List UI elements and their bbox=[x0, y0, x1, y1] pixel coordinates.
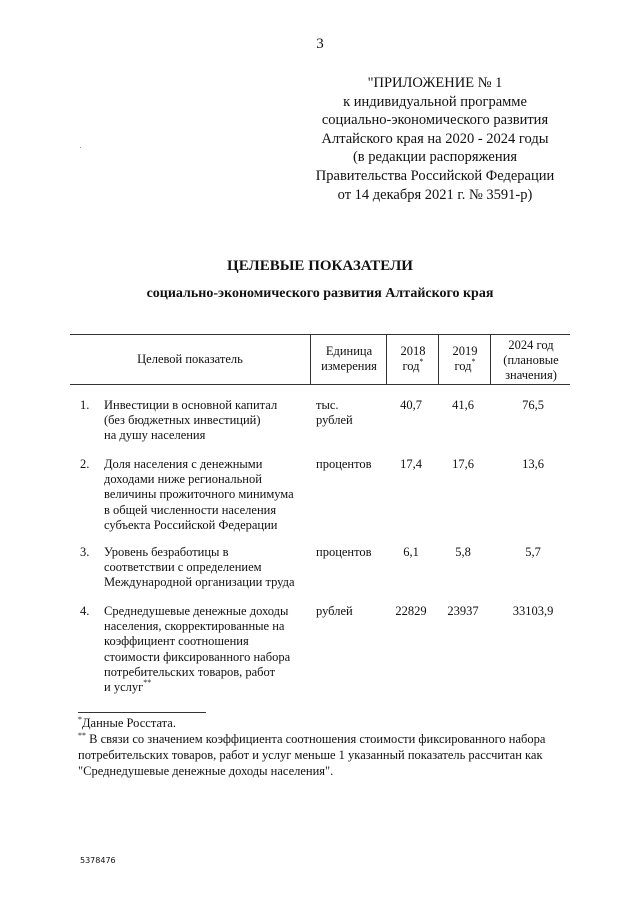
header-2024-line: значения) bbox=[505, 368, 557, 382]
footnote-2-text: В связи со значением коэффициента соотношения стоимости фиксированного набора bbox=[89, 732, 546, 746]
header-2019-line bbox=[440, 359, 490, 375]
header-2019-line: 2019 bbox=[452, 344, 478, 358]
row-unit: тыс. рублей bbox=[316, 398, 353, 428]
header-unit-line: измерения bbox=[321, 359, 377, 373]
scan-speck bbox=[80, 147, 81, 148]
document-title: ЦЕЛЕВЫЕ ПОКАЗАТЕЛИ bbox=[227, 258, 413, 274]
row-value-2019: 41,6 bbox=[452, 398, 474, 412]
header-2019 bbox=[440, 344, 490, 375]
row-number: 3. bbox=[80, 545, 90, 559]
row-number: 4. bbox=[80, 604, 90, 618]
appendix-line: Правительства Российской Федерации bbox=[315, 167, 555, 184]
table-top-rule bbox=[70, 334, 570, 335]
row-value-2024: 5,7 bbox=[525, 545, 541, 559]
header-2018 bbox=[388, 344, 438, 375]
row-value-2024: 76,5 bbox=[522, 398, 544, 412]
row-value-2019: 23937 bbox=[447, 604, 479, 618]
row-value-2019: 17,6 bbox=[452, 457, 474, 471]
appendix-line: социально-экономического развития bbox=[321, 112, 549, 129]
header-unit bbox=[312, 344, 386, 374]
row-unit: процентов bbox=[316, 545, 372, 559]
row-number: 2. bbox=[80, 457, 90, 471]
document-subtitle: социально-экономического развития Алтайского края bbox=[146, 286, 494, 301]
row-indicator-text: Среднедушевые денежные доходы населения, скорректированные на коэффициент соотношения стоимости фиксированного набора потребительских товаров, работ и услуг bbox=[104, 604, 291, 695]
table-header-rule bbox=[70, 384, 570, 385]
footnote-2-line: "Среднедушевые денежные доходы населения". bbox=[78, 763, 334, 778]
footnote-2 bbox=[78, 732, 568, 779]
header-2024-line: 2024 год bbox=[508, 338, 554, 352]
appendix-line: от 14 декабря 2021 г. № 3591-р) bbox=[337, 186, 533, 203]
header-2018-line bbox=[388, 359, 438, 375]
page-number: 3 bbox=[316, 36, 324, 52]
footnote-mark: * bbox=[78, 715, 82, 724]
header-2018-word: год bbox=[402, 359, 420, 373]
header-2018-line: 2018 bbox=[400, 344, 426, 358]
footnote-2-line bbox=[78, 732, 568, 748]
row-value-2018: 6,1 bbox=[403, 545, 419, 559]
header-unit-line: Единица bbox=[325, 344, 373, 358]
row-indicator bbox=[104, 604, 314, 696]
appendix-line: "ПРИЛОЖЕНИЕ № 1 bbox=[367, 75, 503, 91]
header-divider bbox=[386, 334, 387, 384]
appendix-line: (в редакции распоряжения bbox=[352, 149, 518, 166]
footnote-2-line: потребительских товаров, работ и услуг меньше 1 указанный показатель рассчитан как bbox=[78, 748, 543, 763]
header-2019-word: год bbox=[454, 359, 472, 373]
row-unit: рублей bbox=[316, 604, 353, 618]
row-number: 1. bbox=[80, 398, 90, 412]
footnote-separator bbox=[78, 712, 206, 713]
appendix-line: Алтайского края на 2020 - 2024 годы bbox=[321, 130, 549, 147]
header-divider bbox=[310, 334, 311, 384]
row-indicator: Доля населения с денежными доходами ниже региональной величины прожиточного минимума в общей численности населения субъекта Российской Федерации bbox=[104, 457, 294, 532]
header-2024 bbox=[492, 338, 570, 383]
header-divider bbox=[438, 334, 439, 384]
footnote-mark: ** bbox=[78, 731, 86, 740]
row-indicator: Инвестиции в основной капитал (без бюджетных инвестиций) на душу населения bbox=[104, 398, 278, 443]
footnote-mark: ** bbox=[143, 678, 152, 688]
appendix-line: к индивидуальной программе bbox=[343, 93, 527, 110]
row-value-2018: 22829 bbox=[395, 604, 427, 618]
footnote-mark: * bbox=[419, 357, 424, 366]
row-value-2024: 33103,9 bbox=[512, 604, 554, 618]
document-id: 5378476 bbox=[80, 856, 116, 865]
footnote-1-text: Данные Росстата. bbox=[82, 716, 176, 730]
footnote-mark: * bbox=[471, 357, 476, 366]
appendix-header bbox=[300, 74, 570, 204]
row-value-2024: 13,6 bbox=[522, 457, 544, 471]
header-2024-line: (плановые bbox=[503, 353, 559, 367]
header-divider bbox=[490, 334, 491, 384]
row-value-2018: 17,4 bbox=[400, 457, 422, 471]
row-indicator: Уровень безработицы в соответствии с определением Международной организации труда bbox=[104, 545, 295, 590]
row-unit: процентов bbox=[316, 457, 372, 471]
header-indicator: Целевой показатель bbox=[137, 352, 243, 366]
row-value-2019: 5,8 bbox=[455, 545, 471, 559]
footnote-1 bbox=[78, 716, 176, 731]
row-value-2018: 40,7 bbox=[400, 398, 422, 412]
